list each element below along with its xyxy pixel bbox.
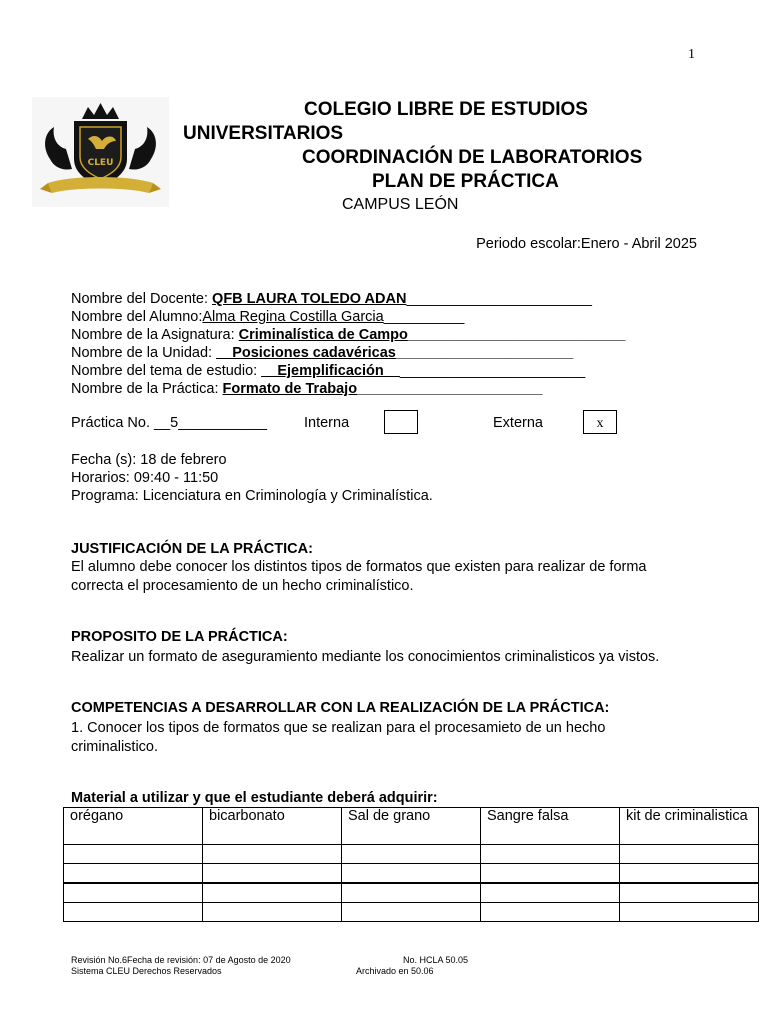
practica-field [71, 380, 543, 398]
unidad-label: Nombre de la Unidad: [71, 345, 217, 361]
table-cell [620, 883, 759, 903]
table-cell [481, 845, 620, 864]
programa-text: Programa: Licenciatura en Criminología y Criminalística. [71, 488, 433, 504]
table-cell [64, 883, 203, 903]
footer-hcla: No. HCLA 50.05 [403, 955, 469, 965]
interna-label: Interna [304, 415, 350, 431]
asignatura-fill: ___________________________ [407, 327, 626, 343]
table-cell [342, 864, 481, 884]
material-heading: Material a utilizar y que el estudiante deberá adquirir: [71, 790, 438, 806]
table-cell: Sangre falsa [481, 808, 620, 845]
justificacion-text: El alumno debe conocer los distintos tipos de formatos que existen para realizar de forma correcta el procesamiento de un hecho criminalístico. [71, 559, 647, 594]
table-cell [203, 903, 342, 922]
table-cell [203, 864, 342, 884]
proposito-heading: PROPOSITO DE LA PRÁCTICA: [71, 629, 288, 645]
table-cell: orégano [64, 808, 203, 845]
periodo-escolar: Periodo escolar:Enero - Abril 2025 [476, 236, 697, 252]
asignatura-field [71, 326, 626, 344]
title-line-1: COLEGIO LIBRE DE ESTUDIOS [304, 99, 588, 120]
practica-value: Formato de Trabajo [222, 381, 358, 397]
table-cell [481, 903, 620, 922]
practica-no-value: __5___________ [154, 415, 267, 431]
unidad-value: __Posiciones cadavéricas [216, 345, 396, 361]
title-line-2: UNIVERSITARIOS [183, 123, 344, 144]
practica-fill: _______________________ [357, 381, 543, 397]
table-cell [620, 845, 759, 864]
interna-checkbox[interactable] [384, 410, 418, 434]
tema-label: Nombre del tema de estudio: [71, 363, 262, 379]
table-cell [342, 845, 481, 864]
table-cell: kit de criminalistica [620, 808, 759, 845]
table-row [64, 808, 759, 845]
material-table [63, 807, 759, 922]
tema-value: __Ejemplificación__ [261, 363, 400, 379]
proposito-text: Realizar un formato de aseguramiento mediante los conocimientos criminalisticos ya vistos. [71, 649, 660, 665]
externa-checkbox[interactable]: x [583, 410, 617, 434]
practica-no [71, 415, 267, 431]
table-cell: Sal de grano [342, 808, 481, 845]
table-cell [64, 864, 203, 884]
table-cell [481, 883, 620, 903]
table-cell [203, 845, 342, 864]
asignatura-label: Nombre de la Asignatura: [71, 327, 239, 343]
campus-label: CAMPUS LEÓN [342, 196, 459, 213]
asignatura-value: Criminalística de Campo [238, 327, 408, 343]
competencias-text: 1. Conocer los tipos de formatos que se realizan para el procesamieto de un hecho criminalistico. [71, 720, 606, 755]
docente-field [71, 290, 592, 308]
docente-label: Nombre del Docente: [71, 291, 213, 307]
table-cell [620, 864, 759, 884]
logo-text: CLEU [87, 158, 114, 168]
cleu-logo [32, 97, 169, 207]
unidad-field [71, 344, 573, 362]
competencias-heading: COMPETENCIAS A DESARROLLAR CON LA REALIZACIÓN DE LA PRÁCTICA: [71, 700, 610, 716]
practica-no-label: Práctica No. [71, 415, 154, 431]
horarios-text: Horarios: 09:40 - 11:50 [71, 470, 219, 486]
docente-fill: _______________________ [406, 291, 592, 307]
table-cell [203, 883, 342, 903]
table-row [64, 883, 759, 903]
externa-label: Externa [493, 415, 543, 431]
unidad-fill: ______________________ [395, 345, 574, 361]
page-number: 1 [688, 47, 695, 62]
table-row [64, 845, 759, 864]
alumno-fill: __________ [383, 309, 465, 325]
table-cell: bicarbonato [203, 808, 342, 845]
alumno-value: Alma Regina Costilla Garcia [202, 309, 384, 325]
tema-fill: _______________________ [399, 363, 586, 379]
footer-sistema: Sistema CLEU Derechos Reservados [71, 966, 222, 976]
alumno-label: Nombre del Alumno: [71, 309, 203, 325]
justificacion-heading: JUSTIFICACIÓN DE LA PRÁCTICA: [71, 541, 313, 557]
table-cell [342, 903, 481, 922]
docente-value: QFB LAURA TOLEDO ADAN [212, 291, 407, 307]
table-cell [64, 903, 203, 922]
table-cell [342, 883, 481, 903]
practica-label: Nombre de la Práctica: [71, 381, 223, 397]
title-line-3: COORDINACIÓN DE LABORATORIOS [302, 147, 643, 168]
footer-revision: Revisión No.6Fecha de revisión: 07 de Agosto de 2020 [71, 955, 291, 965]
alumno-field [71, 308, 464, 326]
tema-field [71, 362, 585, 380]
table-row [64, 864, 759, 884]
footer-archivado: Archivado en 50.06 [356, 966, 434, 976]
table-cell [620, 903, 759, 922]
table-cell [64, 845, 203, 864]
title-line-4: PLAN DE PRÁCTICA [372, 171, 559, 192]
table-row [64, 903, 759, 922]
fecha-text: Fecha (s): 18 de febrero [71, 452, 227, 468]
table-cell [481, 864, 620, 884]
